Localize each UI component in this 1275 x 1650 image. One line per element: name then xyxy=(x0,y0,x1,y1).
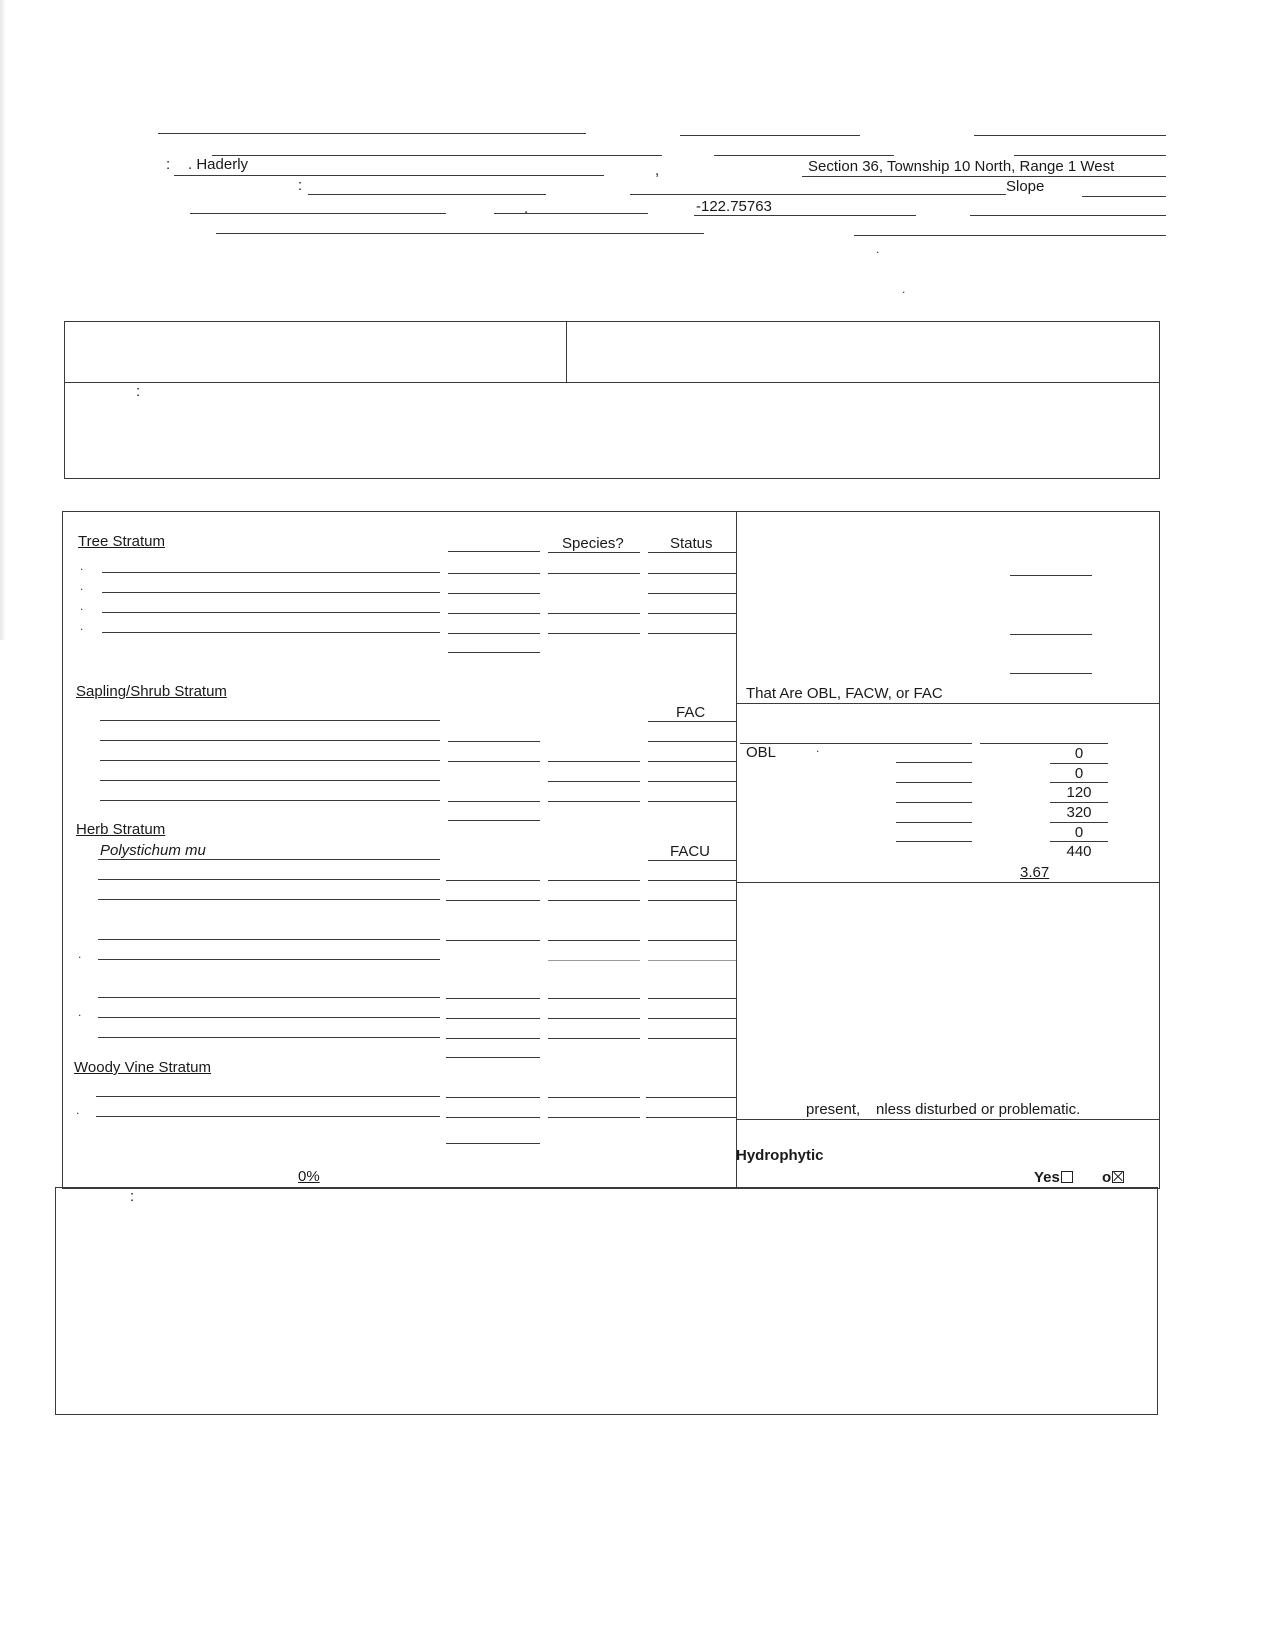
remarks-colon: : xyxy=(130,1188,135,1205)
applicant-line[interactable] xyxy=(212,155,662,156)
herb-dominant-line-5[interactable] xyxy=(548,960,640,961)
no-label: o xyxy=(1102,1169,1112,1186)
nwi-classification-line[interactable] xyxy=(854,235,1166,236)
summary-column-divider xyxy=(566,322,567,382)
investigator-prefix: : xyxy=(166,156,171,173)
sapling-status-line-1[interactable] xyxy=(648,721,736,722)
prevalence-line-fac xyxy=(1050,802,1108,803)
sampling-date-line[interactable] xyxy=(974,135,1166,136)
total-dominant-species-line[interactable] xyxy=(1010,634,1092,635)
remarks-box xyxy=(55,1187,1158,1415)
investigator-value: . Haderly xyxy=(188,156,249,173)
dominant-species-count-line[interactable] xyxy=(1010,575,1092,576)
local-relief-line[interactable] xyxy=(630,194,1006,195)
tree-cover-line-3[interactable] xyxy=(448,613,540,614)
tree-cover-line-1[interactable] xyxy=(448,573,540,574)
row-number: . xyxy=(80,559,84,573)
longitude-line[interactable] xyxy=(694,215,916,216)
herb-status-1: FACU xyxy=(670,843,711,860)
tree-species-line-2[interactable] xyxy=(102,592,440,593)
hydrophytic-no-option[interactable] xyxy=(1102,1169,1124,1187)
status-header-line xyxy=(648,552,736,553)
tree-species-line-1[interactable] xyxy=(102,572,440,573)
herb-species-line-4[interactable] xyxy=(98,939,440,940)
fac-cover-line[interactable] xyxy=(896,802,972,803)
herb-dominant-line-7[interactable] xyxy=(548,1018,640,1019)
indicator-status-header: Status xyxy=(670,535,713,552)
sapling-status-line-5[interactable] xyxy=(648,801,736,802)
herb-stratum-label: Herb Stratum xyxy=(76,821,166,838)
herb-cover-line-2[interactable] xyxy=(446,880,540,881)
vine-species-line-1[interactable] xyxy=(96,1096,440,1097)
prevalence-value-obl: 0 xyxy=(1074,745,1084,762)
sapling-status-1: FAC xyxy=(676,704,706,721)
stray-dot: . xyxy=(816,741,820,755)
herb-species-line-5[interactable] xyxy=(98,959,440,960)
vine-species-line-2[interactable] xyxy=(96,1116,440,1117)
herb-cover-line-3[interactable] xyxy=(446,900,540,901)
herb-status-line-1[interactable] xyxy=(648,860,736,861)
sapling-species-line-1[interactable] xyxy=(100,720,440,721)
sapling-species-line-5[interactable] xyxy=(100,800,440,801)
herb-status-line-3[interactable] xyxy=(648,900,736,901)
subregion-line[interactable] xyxy=(190,213,446,214)
sampling-point-line[interactable] xyxy=(1014,155,1166,156)
section-township-range-value: Section 36, Township 10 North, Range 1 West xyxy=(808,158,1115,175)
prevalence-line-facu xyxy=(1050,822,1108,823)
herb-dominant-line-2[interactable] xyxy=(548,880,640,881)
sapling-dominant-line-3[interactable] xyxy=(548,761,640,762)
landform-line[interactable] xyxy=(308,194,546,195)
vine-dominant-line-2[interactable] xyxy=(548,1117,640,1118)
facu-cover-line[interactable] xyxy=(896,822,972,823)
herb-species-line-8[interactable] xyxy=(98,1037,440,1038)
row-number: . xyxy=(80,599,84,613)
vine-cover-line-1[interactable] xyxy=(446,1097,540,1098)
sapling-status-line-4[interactable] xyxy=(648,781,736,782)
indicator-present-text: present, xyxy=(806,1101,861,1118)
herb-dominant-line-3[interactable] xyxy=(548,900,640,901)
obl-facw-fac-label: That Are OBL, FACW, or FAC xyxy=(746,685,943,702)
slope-line[interactable] xyxy=(1082,196,1166,197)
lat-dot: . xyxy=(524,200,529,217)
hydrophytic-yes-option[interactable] xyxy=(1034,1169,1073,1187)
herb-dominant-line-6[interactable] xyxy=(548,998,640,999)
herb-dominant-line-4[interactable] xyxy=(548,940,640,941)
prevalence-value-upl: 0 xyxy=(1074,824,1084,841)
section-township-range-line[interactable] xyxy=(802,176,1166,177)
datum-line[interactable] xyxy=(970,215,1166,216)
tree-dominant-line-3[interactable] xyxy=(548,613,640,614)
latitude-line[interactable] xyxy=(494,213,648,214)
tree-status-line-2[interactable] xyxy=(648,593,736,594)
sapling-cover-line-3[interactable] xyxy=(448,761,540,762)
sapling-status-line-3[interactable] xyxy=(648,761,736,762)
tree-stratum-label: Tree Stratum xyxy=(78,533,165,550)
sapling-status-line-2[interactable] xyxy=(648,741,736,742)
woody-vine-stratum-label: Woody Vine Stratum xyxy=(74,1059,212,1076)
herb-status-line-6[interactable] xyxy=(648,998,736,999)
tree-dominant-line-4[interactable] xyxy=(548,633,640,634)
herb-cover-line-6[interactable] xyxy=(446,998,540,999)
vine-total-cover-line[interactable] xyxy=(446,1143,540,1144)
sapling-dominant-line-4[interactable] xyxy=(548,781,640,782)
prevalence-bottom-divider xyxy=(736,882,1160,883)
hydrophytic-vegetation-label: Hydrophytic xyxy=(736,1147,824,1164)
summary-of-findings-box xyxy=(64,321,1160,479)
percent-dominant-line[interactable] xyxy=(1010,673,1092,674)
dominant-species-header: Species? xyxy=(562,535,624,552)
sapling-species-line-2[interactable] xyxy=(100,740,440,741)
prevalence-value-total: 440 xyxy=(1066,843,1092,860)
summary-divider xyxy=(64,382,1160,383)
prevalence-value-facw: 0 xyxy=(1074,765,1084,782)
city-county-line[interactable] xyxy=(680,135,860,136)
soil-map-unit-line[interactable] xyxy=(216,233,704,234)
stray-dot: . xyxy=(876,242,880,256)
prevalence-line-upl xyxy=(1050,841,1108,842)
sapling-cover-line-5[interactable] xyxy=(448,801,540,802)
prevalence-index-value: 3.67 xyxy=(1020,864,1050,881)
row-number: . xyxy=(76,1103,80,1117)
yes-label: Yes xyxy=(1034,1169,1060,1186)
project-site-line[interactable] xyxy=(158,133,586,134)
tree-cover-line-2[interactable] xyxy=(448,593,540,594)
prevalence-value-facu: 320 xyxy=(1066,804,1092,821)
comma-mark: , xyxy=(655,162,660,179)
row-number: . xyxy=(78,947,82,961)
investigator-line[interactable] xyxy=(174,175,604,176)
obl-label: OBL xyxy=(746,744,777,761)
obl-cover-line[interactable] xyxy=(896,762,972,763)
tree-cover-line-4[interactable] xyxy=(448,633,540,634)
herb-species-line-6[interactable] xyxy=(98,997,440,998)
herb-species-line-2[interactable] xyxy=(98,879,440,880)
prevalence-value-fac: 120 xyxy=(1066,784,1092,801)
herb-dominant-line-8[interactable] xyxy=(548,1038,640,1039)
herb-status-line-4[interactable] xyxy=(648,940,736,941)
bare-ground-value: 0% xyxy=(298,1168,320,1185)
summary-remarks-colon: : xyxy=(136,383,141,400)
tree-total-cover-line[interactable] xyxy=(448,652,540,653)
state-line[interactable] xyxy=(714,155,894,156)
herb-cover-line-8[interactable] xyxy=(446,1038,540,1039)
dominance-test-bottom-divider xyxy=(736,703,1160,704)
herb-status-line-8[interactable] xyxy=(648,1038,736,1039)
tree-species-line-4[interactable] xyxy=(102,632,440,633)
herb-cover-line-4[interactable] xyxy=(446,940,540,941)
vine-dominant-line-1[interactable] xyxy=(548,1097,640,1098)
sapling-shrub-stratum-label: Sapling/Shrub Stratum xyxy=(76,683,227,700)
facw-cover-line[interactable] xyxy=(896,782,972,783)
vine-cover-line-2[interactable] xyxy=(446,1117,540,1118)
sapling-dominant-line-5[interactable] xyxy=(548,801,640,802)
prevalence-header-line-2 xyxy=(980,743,1108,744)
herb-status-line-5[interactable] xyxy=(648,960,736,961)
no-checkbox-checked[interactable] xyxy=(1112,1171,1124,1183)
tree-species-line-3[interactable] xyxy=(102,612,440,613)
prevalence-line-facw xyxy=(1050,782,1108,783)
yes-checkbox[interactable] xyxy=(1061,1171,1073,1183)
sapling-species-line-3[interactable] xyxy=(100,760,440,761)
tree-cover-header-line xyxy=(448,551,540,552)
herb-species-line-7[interactable] xyxy=(98,1017,440,1018)
species-header-line xyxy=(548,552,640,553)
tree-status-line-4[interactable] xyxy=(648,633,736,634)
scan-edge-shadow xyxy=(0,0,6,640)
herb-status-line-2[interactable] xyxy=(648,880,736,881)
vine-status-line-2[interactable] xyxy=(646,1117,736,1118)
indicators-bottom-divider xyxy=(736,1119,1160,1120)
row-number: . xyxy=(80,579,84,593)
row-number: . xyxy=(80,619,84,633)
landform-colon: : xyxy=(298,177,303,194)
longitude-value: -122.75763 xyxy=(696,198,772,215)
sapling-species-line-4[interactable] xyxy=(100,780,440,781)
stray-dot: . xyxy=(902,282,906,296)
tree-status-line-1[interactable] xyxy=(648,573,736,574)
indicator-unless-text: nless disturbed or problematic. xyxy=(876,1101,1081,1118)
upl-cover-line[interactable] xyxy=(896,841,972,842)
sapling-cover-line-2[interactable] xyxy=(448,741,540,742)
herb-total-cover-line[interactable] xyxy=(446,1057,540,1058)
slope-label: Slope xyxy=(1006,178,1045,195)
tree-status-line-3[interactable] xyxy=(648,613,736,614)
herb-cover-line-7[interactable] xyxy=(446,1018,540,1019)
sapling-total-cover-line[interactable] xyxy=(448,820,540,821)
herb-species-line-1[interactable] xyxy=(98,859,440,860)
tree-dominant-line-1[interactable] xyxy=(548,573,640,574)
herb-species-line-3[interactable] xyxy=(98,899,440,900)
herb-status-line-7[interactable] xyxy=(648,1018,736,1019)
vine-status-line-1[interactable] xyxy=(646,1097,736,1098)
row-number: . xyxy=(78,1005,82,1019)
vegetation-column-divider xyxy=(736,512,737,1188)
prevalence-line-obl xyxy=(1050,763,1108,764)
herb-species-1: Polystichum mu xyxy=(100,842,206,859)
